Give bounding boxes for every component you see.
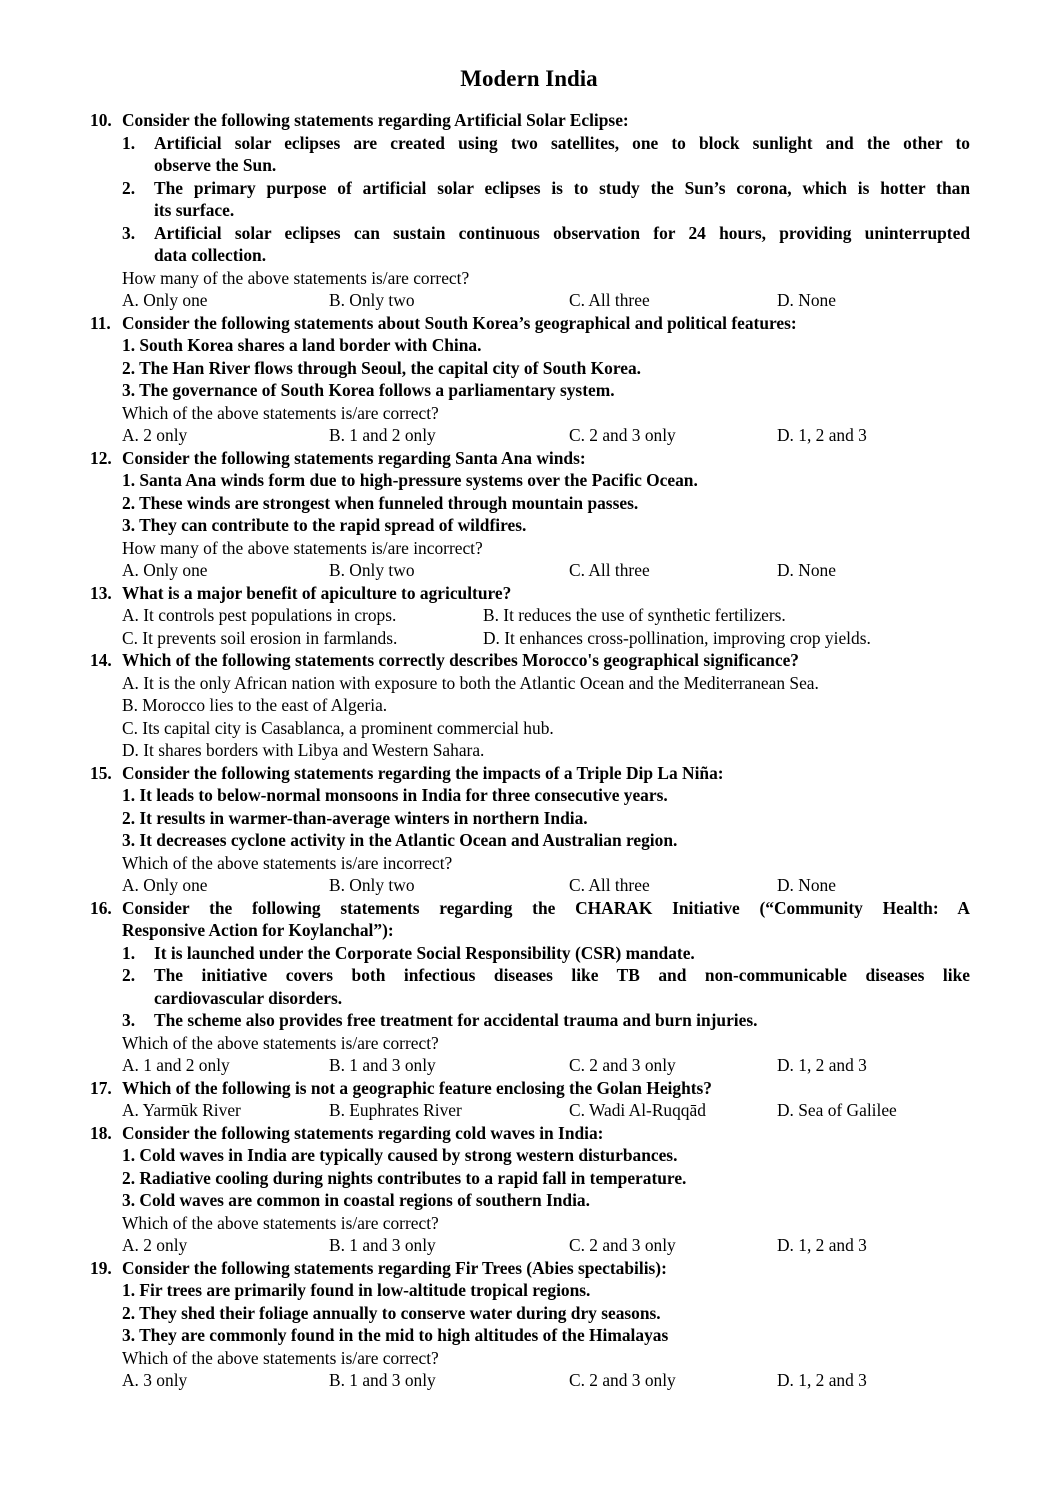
question-11 — [90, 312, 970, 447]
question-prompt: Which of the above statements is/are correct? — [122, 1032, 439, 1053]
option-c: C. All three — [569, 560, 650, 580]
question-number: 13. — [90, 582, 112, 603]
question-stem-continued: Responsive Action for Koylanchal”): — [122, 920, 394, 940]
statement: 1. South Korea shares a land border with China. — [122, 335, 482, 355]
question-number: 16. — [90, 897, 112, 918]
options-row — [90, 289, 970, 312]
statement: 3. The governance of South Korea follows a parliamentary system. — [122, 380, 615, 400]
statement: 2. These winds are strongest when funneled through mountain passes. — [122, 492, 639, 513]
option-b: B. 1 and 3 only — [329, 1235, 436, 1255]
option-b: B. 1 and 2 only — [329, 425, 436, 445]
option-a: A. Only one — [122, 875, 208, 895]
option-a: A. Only one — [122, 290, 208, 310]
question-prompt: Which of the above statements is/are correct? — [122, 402, 439, 423]
statement: 1. Fir trees are primarily found in low-altitude tropical regions. — [122, 1280, 591, 1300]
option-b: B. Morocco lies to the east of Algeria. — [122, 695, 388, 715]
statement: 3. Cold waves are common in coastal regions of southern India. — [122, 1190, 590, 1210]
question-stem: 19. Consider the following statements regarding Fir Trees (Abies spectabilis): — [90, 1257, 667, 1278]
option-b: B. Only two — [329, 560, 415, 580]
option-d: D. None — [777, 290, 836, 310]
option-c: C. 2 and 3 only — [569, 1370, 676, 1390]
options-row — [90, 874, 970, 897]
option-c: C. 2 and 3 only — [569, 1235, 676, 1255]
question-list — [90, 109, 970, 1392]
question-prompt: Which of the above statements is/are correct? — [122, 1347, 439, 1368]
question-12 — [90, 447, 970, 582]
statement-continued: cardiovascular disorders. — [154, 987, 343, 1008]
statement: 1. It is launched under the Corporate Social Responsibility (CSR) mandate. — [122, 942, 695, 963]
statement: 3. They are commonly found in the mid to high altitudes of the Himalayas — [122, 1325, 669, 1345]
question-number: 11. — [90, 312, 111, 333]
question-16 — [90, 897, 970, 1077]
question-17 — [90, 1077, 970, 1122]
option-d: D. It enhances cross-pollination, improving crop yields. — [483, 627, 871, 648]
question-prompt: Which of the above statements is/are incorrect? — [122, 852, 453, 873]
option-d: D. 1, 2 and 3 — [777, 425, 867, 445]
option-d: D. 1, 2 and 3 — [777, 1235, 867, 1255]
question-stem: 15. Consider the following statements regarding the impacts of a Triple Dip La Niña: — [90, 762, 724, 783]
question-10 — [90, 109, 970, 312]
question-prompt: How many of the above statements is/are incorrect? — [122, 537, 483, 558]
statement: 2. The initiative covers both infectious diseases like TB and non-communicable diseases like — [122, 965, 970, 985]
statement: 1. Cold waves in India are typically caused by strong western disturbances. — [122, 1145, 678, 1165]
page-title: Modern India — [460, 66, 598, 91]
question-stem: 18. Consider the following statements regarding cold waves in India: — [90, 1122, 604, 1143]
statement: 3. They can contribute to the rapid spread of wildfires. — [122, 515, 527, 535]
statement: 2. The Han River flows through Seoul, the capital city of South Korea. — [122, 357, 642, 378]
option-a: A. Yarmūk River — [122, 1100, 241, 1120]
option-c: C. It prevents soil erosion in farmlands. — [122, 627, 398, 648]
option-d: D. 1, 2 and 3 — [777, 1370, 867, 1390]
question-15 — [90, 762, 970, 897]
options-row — [90, 627, 970, 650]
option-a: A. It is the only African nation with exposure to both the Atlantic Ocean and the Mediterranean Sea. — [122, 672, 819, 693]
question-stem: 12. Consider the following statements regarding Santa Ana winds: — [90, 447, 586, 468]
statement-continued: its surface. — [154, 200, 235, 220]
options-row — [90, 1234, 970, 1257]
option-a: A. 3 only — [122, 1370, 188, 1390]
option-c: C. All three — [569, 875, 650, 895]
options-row — [90, 1369, 970, 1392]
question-stem: 11. Consider the following statements about South Korea’s geographical and political features: — [90, 312, 797, 333]
option-a: A. 1 and 2 only — [122, 1055, 230, 1075]
statement-continued: data collection. — [154, 245, 267, 265]
question-number: 18. — [90, 1122, 112, 1143]
options-row — [90, 604, 970, 627]
option-b: B. 1 and 3 only — [329, 1370, 436, 1390]
option-d: D. It shares borders with Libya and Western Sahara. — [122, 740, 485, 760]
option-c: C. Its capital city is Casablanca, a prominent commercial hub. — [122, 717, 554, 738]
statement: 2. It results in warmer-than-average winters in northern India. — [122, 807, 588, 828]
question-stem: 13. What is a major benefit of apiculture to agriculture? — [90, 582, 512, 603]
question-prompt: Which of the above statements is/are correct? — [122, 1212, 439, 1233]
question-number: 14. — [90, 650, 112, 670]
option-d: D. Sea of Galilee — [777, 1100, 897, 1120]
statement: 1. It leads to below-normal monsoons in India for three consecutive years. — [122, 785, 668, 805]
question-stem: 14. Which of the following statements correctly describes Morocco's geographical significance? — [90, 650, 799, 670]
statement: 3. The scheme also provides free treatment for accidental trauma and burn injuries. — [122, 1010, 758, 1030]
statement: 1. Artificial solar eclipses are created using two satellites, one to block sunlight and the other to — [122, 132, 970, 153]
question-number: 17. — [90, 1077, 112, 1098]
question-number: 19. — [90, 1257, 112, 1278]
question-14 — [90, 649, 970, 762]
question-13 — [90, 582, 970, 650]
statement-continued: observe the Sun. — [154, 155, 277, 175]
options-row — [90, 1054, 970, 1077]
option-a: A. Only one — [122, 560, 208, 580]
options-row — [90, 559, 970, 582]
question-number: 15. — [90, 762, 112, 783]
option-c: C. All three — [569, 290, 650, 310]
option-a: A. 2 only — [122, 1235, 188, 1255]
statement: 2. The primary purpose of artificial solar eclipses is to study the Sun’s corona, which is hotter than — [122, 177, 970, 198]
statement: 3. Artificial solar eclipses can sustain continuous observation for 24 hours, providing uninterrupted — [122, 222, 970, 243]
question-number: 12. — [90, 447, 112, 468]
option-b: B. 1 and 3 only — [329, 1055, 436, 1075]
statement: 1. Santa Ana winds form due to high-pressure systems over the Pacific Ocean. — [122, 470, 698, 490]
question-prompt: How many of the above statements is/are correct? — [122, 267, 470, 288]
option-a: A. 2 only — [122, 425, 188, 445]
option-a: A. It controls pest populations in crops. — [122, 605, 397, 625]
option-b: B. It reduces the use of synthetic fertilizers. — [483, 605, 786, 625]
option-d: D. 1, 2 and 3 — [777, 1055, 867, 1075]
option-c: C. 2 and 3 only — [569, 1055, 676, 1075]
option-d: D. None — [777, 875, 836, 895]
question-stem: 17. Which of the following is not a geographic feature enclosing the Golan Heights? — [90, 1077, 712, 1098]
statement: 3. It decreases cyclone activity in the Atlantic Ocean and Australian region. — [122, 830, 678, 850]
option-d: D. None — [777, 560, 836, 580]
options-row — [90, 424, 970, 447]
option-b: B. Only two — [329, 290, 415, 310]
statement: 2. They shed their foliage annually to conserve water during dry seasons. — [122, 1302, 661, 1323]
option-b: B. Only two — [329, 875, 415, 895]
options-row — [90, 1099, 970, 1122]
question-stem: 10. Consider the following statements regarding Artificial Solar Eclipse: — [90, 110, 629, 130]
question-19 — [90, 1257, 970, 1392]
statement: 2. Radiative cooling during nights contributes to a rapid fall in temperature. — [122, 1167, 687, 1188]
option-c: C. Wadi Al-Ruqqād — [569, 1100, 706, 1120]
option-b: B. Euphrates River — [329, 1100, 462, 1120]
option-c: C. 2 and 3 only — [569, 425, 676, 445]
question-stem: 16. Consider the following statements regarding the CHARAK Initiative (“Community Health: A — [90, 897, 970, 918]
question-number: 10. — [90, 110, 112, 130]
question-18 — [90, 1122, 970, 1257]
